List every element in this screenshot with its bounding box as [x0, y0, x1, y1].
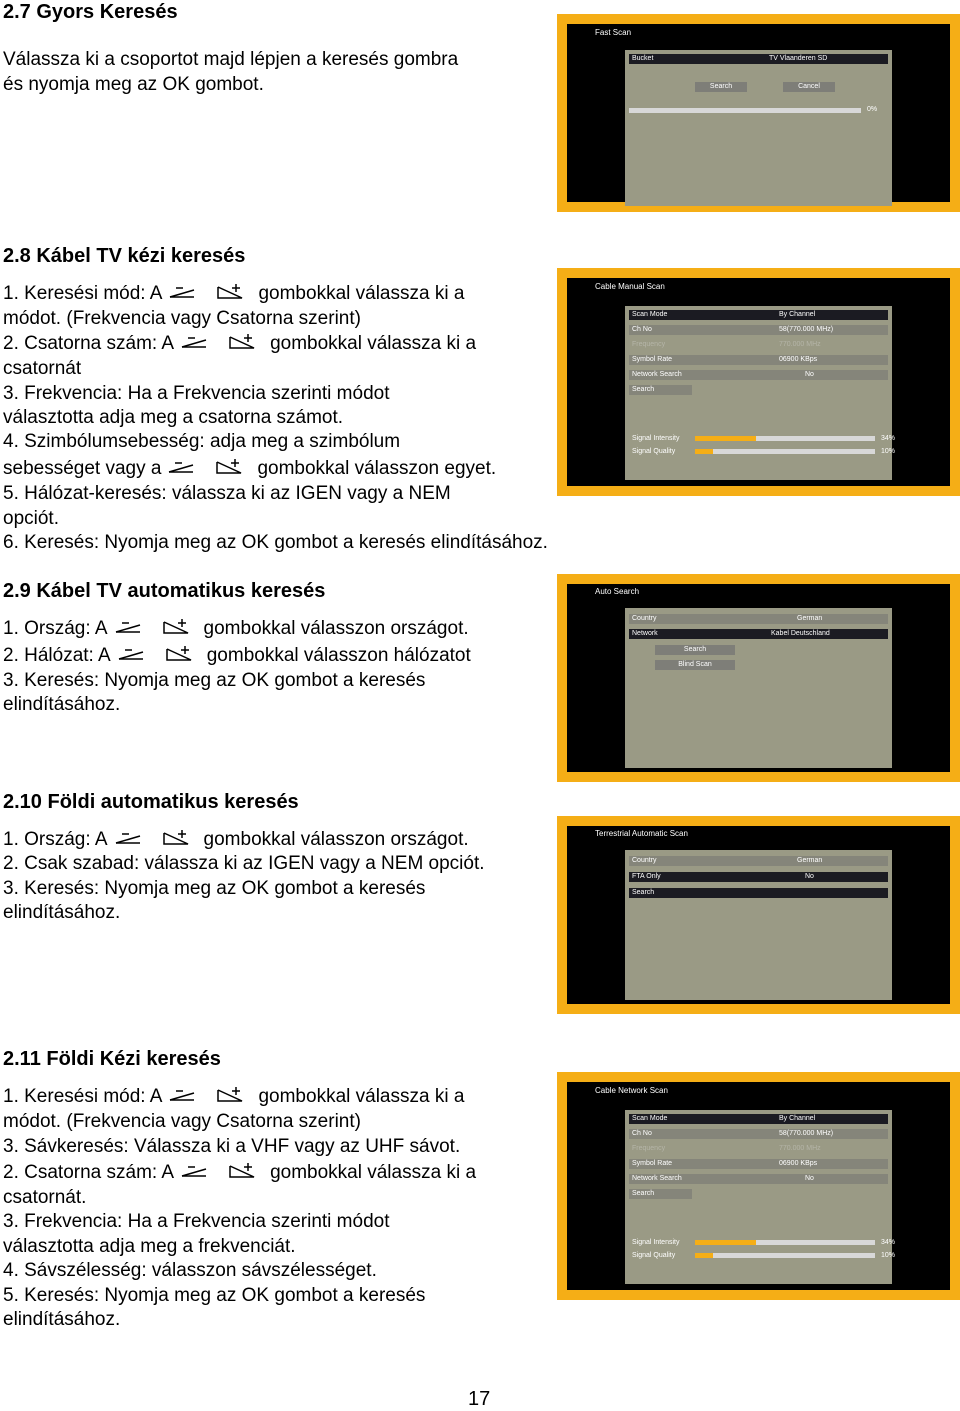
channel-up-button-icon	[228, 1162, 256, 1180]
progress-text: 0%	[867, 106, 878, 113]
row-value: 06900 KBps	[779, 1160, 818, 1167]
text: gombokkal válasszon országot.	[203, 829, 469, 850]
row-value: 58(770.000 MHz)	[779, 326, 834, 333]
signal-quality-text: 10%	[881, 448, 896, 455]
text-line: 6. Keresés: Nyomja meg az OK gombot a keresés elindításához.	[3, 532, 548, 553]
text-line: módot. (Frekvencia vagy Csatorna szerint)	[3, 1111, 361, 1132]
channel-down-button-icon	[168, 1086, 196, 1104]
screen-title: Fast Scan	[595, 28, 632, 37]
menu-panel	[625, 306, 896, 480]
text-line: 4. Sávszélesség: válasszon sávszélességet.	[3, 1260, 377, 1281]
row-label: Network Search	[632, 1175, 682, 1182]
text-line: választotta adja meg a frekvenciát.	[3, 1236, 296, 1257]
row-label: Network	[632, 630, 658, 637]
cancel-button: Cancel	[783, 82, 835, 92]
text-line: 2. Csak szabad: válassza ki az IGEN vagy a NEM opciót.	[3, 853, 485, 874]
row-value: 770.000 MHz	[779, 341, 821, 348]
section-heading-2-9: 2.9 Kábel TV automatikus keresés	[3, 580, 326, 602]
signal-quality-text: 10%	[881, 1252, 896, 1259]
channel-up-button-icon	[165, 645, 193, 663]
row-value: 770.000 MHz	[779, 1145, 821, 1152]
text-line: Válassza ki a csoportot majd lépjen a keresés gombra	[3, 49, 459, 70]
menu-panel	[625, 608, 892, 768]
channel-down-button-icon	[114, 829, 142, 847]
cable-network-scan-screenshot	[557, 1072, 960, 1300]
channel-down-button-icon	[168, 283, 196, 301]
menu-row	[629, 1174, 888, 1184]
text-line: opciót.	[3, 508, 59, 529]
page-number: 17	[468, 1388, 491, 1410]
row-label: Signal Intensity	[632, 1239, 680, 1246]
channel-up-button-icon	[216, 283, 244, 301]
menu-row	[629, 54, 888, 64]
auto-search-screenshot	[557, 574, 960, 782]
menu-row	[629, 385, 692, 395]
channel-down-button-icon	[167, 458, 195, 476]
channel-up-button-icon	[215, 458, 243, 476]
menu-row	[629, 1144, 888, 1154]
text-line: csatornát.	[3, 1187, 87, 1208]
channel-down-button-icon	[180, 1162, 208, 1180]
row-label: Scan Mode	[632, 1115, 668, 1122]
row-value: Kabel Deutschland	[771, 630, 830, 637]
text: sebességet vagy a	[3, 458, 162, 479]
text: 2. Hálózat: A	[3, 645, 111, 666]
text: gombokkal válasszon országot.	[203, 618, 469, 639]
text: gombokkal válassza ki a	[258, 283, 465, 304]
text: 1. Keresési mód: A	[3, 283, 163, 304]
row-value: German	[797, 615, 823, 622]
text: 2. Csatorna szám: A	[3, 1162, 175, 1183]
text-line	[3, 645, 471, 667]
row-value: By Channel	[779, 311, 816, 318]
text-line	[3, 829, 469, 851]
blind-scan-button: Blind Scan	[655, 660, 735, 670]
section-heading-2-7: 2.7 Gyors Keresés	[3, 1, 178, 23]
menu-panel	[625, 50, 892, 206]
row-label: Ch No	[632, 1130, 652, 1137]
row-value: No	[805, 371, 814, 378]
channel-up-button-icon	[162, 829, 190, 847]
text-line	[3, 283, 464, 305]
text-line: választotta adja meg a csatorna számot.	[3, 407, 344, 428]
terrestrial-auto-scan-screenshot	[557, 816, 960, 1014]
text-line: 3. Sávkeresés: Válassza ki a VHF vagy az UHF sávot.	[3, 1136, 461, 1157]
signal-intensity-text: 34%	[881, 435, 896, 442]
text: gombokkal válassza ki a	[270, 333, 477, 354]
row-label: Scan Mode	[632, 311, 668, 318]
search-button: Search	[655, 645, 735, 655]
channel-down-button-icon	[117, 645, 145, 663]
menu-panel	[625, 850, 892, 1000]
screen-title: Terrestrial Automatic Scan	[595, 829, 688, 838]
row-label: Ch No	[632, 326, 652, 333]
text: gombokkal válasszon hálózatot	[206, 645, 471, 666]
text-line: 4. Szimbólumsebesség: adja meg a szimbólum	[3, 431, 401, 452]
row-label: Frequency	[632, 341, 666, 348]
signal-quality-bar	[695, 1253, 875, 1258]
menu-row	[629, 370, 888, 380]
channel-up-button-icon	[162, 618, 190, 636]
text-line: 5. Hálózat-keresés: válassza ki az IGEN vagy a NEM	[3, 483, 451, 504]
menu-row	[629, 1189, 692, 1199]
fast-scan-screenshot	[557, 14, 960, 212]
text-line: és nyomja meg az OK gombot.	[3, 74, 264, 95]
text-line: elindításához.	[3, 694, 121, 715]
row-label: Signal Intensity	[632, 435, 680, 442]
text-line: 3. Keresés: Nyomja meg az OK gombot a keresés	[3, 878, 426, 899]
bar-fill	[695, 1240, 756, 1245]
menu-row	[629, 629, 888, 639]
row-value: 06900 KBps	[779, 356, 818, 363]
row-value: No	[805, 1175, 814, 1182]
row-label: Frequency	[632, 1145, 666, 1152]
channel-down-button-icon	[114, 618, 142, 636]
bar-fill	[695, 449, 713, 454]
section-heading-2-11: 2.11 Földi Kézi keresés	[3, 1048, 221, 1070]
signal-quality-bar	[695, 449, 875, 454]
screen-title: Cable Network Scan	[595, 1086, 668, 1095]
row-label: Search	[632, 386, 655, 393]
text-line	[3, 1086, 464, 1108]
text-line: módot. (Frekvencia vagy Csatorna szerint)	[3, 308, 361, 329]
text-line: 3. Frekvencia: Ha a Frekvencia szerinti módot	[3, 383, 390, 404]
row-value: German	[797, 857, 823, 864]
signal-intensity-text: 34%	[881, 1239, 896, 1246]
screen-title: Cable Manual Scan	[595, 282, 665, 291]
search-button: Search	[695, 82, 747, 92]
text-line	[3, 1162, 476, 1184]
section-heading-2-8: 2.8 Kábel TV kézi keresés	[3, 245, 246, 267]
row-value: By Channel	[779, 1115, 816, 1122]
cable-manual-scan-screenshot	[557, 268, 960, 496]
text-line	[3, 458, 496, 480]
text-line: 3. Keresés: Nyomja meg az OK gombot a keresés	[3, 670, 426, 691]
menu-row	[629, 888, 888, 898]
text-line	[3, 333, 476, 355]
text: gombokkal válassza ki a	[258, 1086, 465, 1107]
channel-up-button-icon	[216, 1086, 244, 1104]
text-line: elindításához.	[3, 902, 121, 923]
menu-row	[629, 872, 888, 882]
signal-intensity-bar	[695, 436, 875, 441]
text-line	[3, 618, 469, 640]
row-label: Symbol Rate	[632, 1160, 673, 1167]
text: 1. Keresési mód: A	[3, 1086, 163, 1107]
menu-row	[629, 856, 888, 866]
bar-fill	[695, 436, 756, 441]
text-line: 3. Frekvencia: Ha a Frekvencia szerinti módot	[3, 1211, 390, 1232]
row-value: 58(770.000 MHz)	[779, 1130, 834, 1137]
menu-row	[629, 310, 888, 320]
menu-panel	[625, 1110, 896, 1284]
text: 1. Ország: A	[3, 618, 108, 639]
text-line: 5. Keresés: Nyomja meg az OK gombot a keresés	[3, 1285, 426, 1306]
screen-title: Auto Search	[595, 587, 640, 596]
section-heading-2-10: 2.10 Földi automatikus keresés	[3, 791, 299, 813]
signal-intensity-bar	[695, 1240, 875, 1245]
channel-down-button-icon	[180, 333, 208, 351]
row-label: Signal Quality	[632, 1252, 676, 1259]
row-label: Country	[632, 857, 657, 864]
menu-row	[629, 614, 888, 624]
row-label: FTA Only	[632, 873, 661, 880]
row-value: No	[805, 873, 814, 880]
row-label: Country	[632, 615, 657, 622]
channel-up-button-icon	[228, 333, 256, 351]
text: gombokkal válassza ki a	[270, 1162, 477, 1183]
text: gombokkal válasszon egyet.	[257, 458, 497, 479]
progress-bar	[629, 108, 861, 113]
row-label: Search	[632, 889, 655, 896]
row-label: Search	[632, 1190, 655, 1197]
menu-row	[629, 1159, 888, 1169]
menu-row	[629, 355, 888, 365]
row-value: TV Vlaanderen SD	[769, 55, 828, 62]
text: 2. Csatorna szám: A	[3, 333, 175, 354]
menu-row	[629, 340, 888, 350]
row-label: Bucket	[632, 55, 654, 62]
text-line: elindításához.	[3, 1309, 121, 1330]
menu-row	[629, 1129, 888, 1139]
text-line: csatornát	[3, 358, 82, 379]
row-label: Signal Quality	[632, 448, 676, 455]
text: 1. Ország: A	[3, 829, 108, 850]
menu-row	[629, 1114, 888, 1124]
bar-fill	[695, 1253, 713, 1258]
row-label: Network Search	[632, 371, 682, 378]
row-label: Symbol Rate	[632, 356, 673, 363]
menu-row	[629, 325, 888, 335]
